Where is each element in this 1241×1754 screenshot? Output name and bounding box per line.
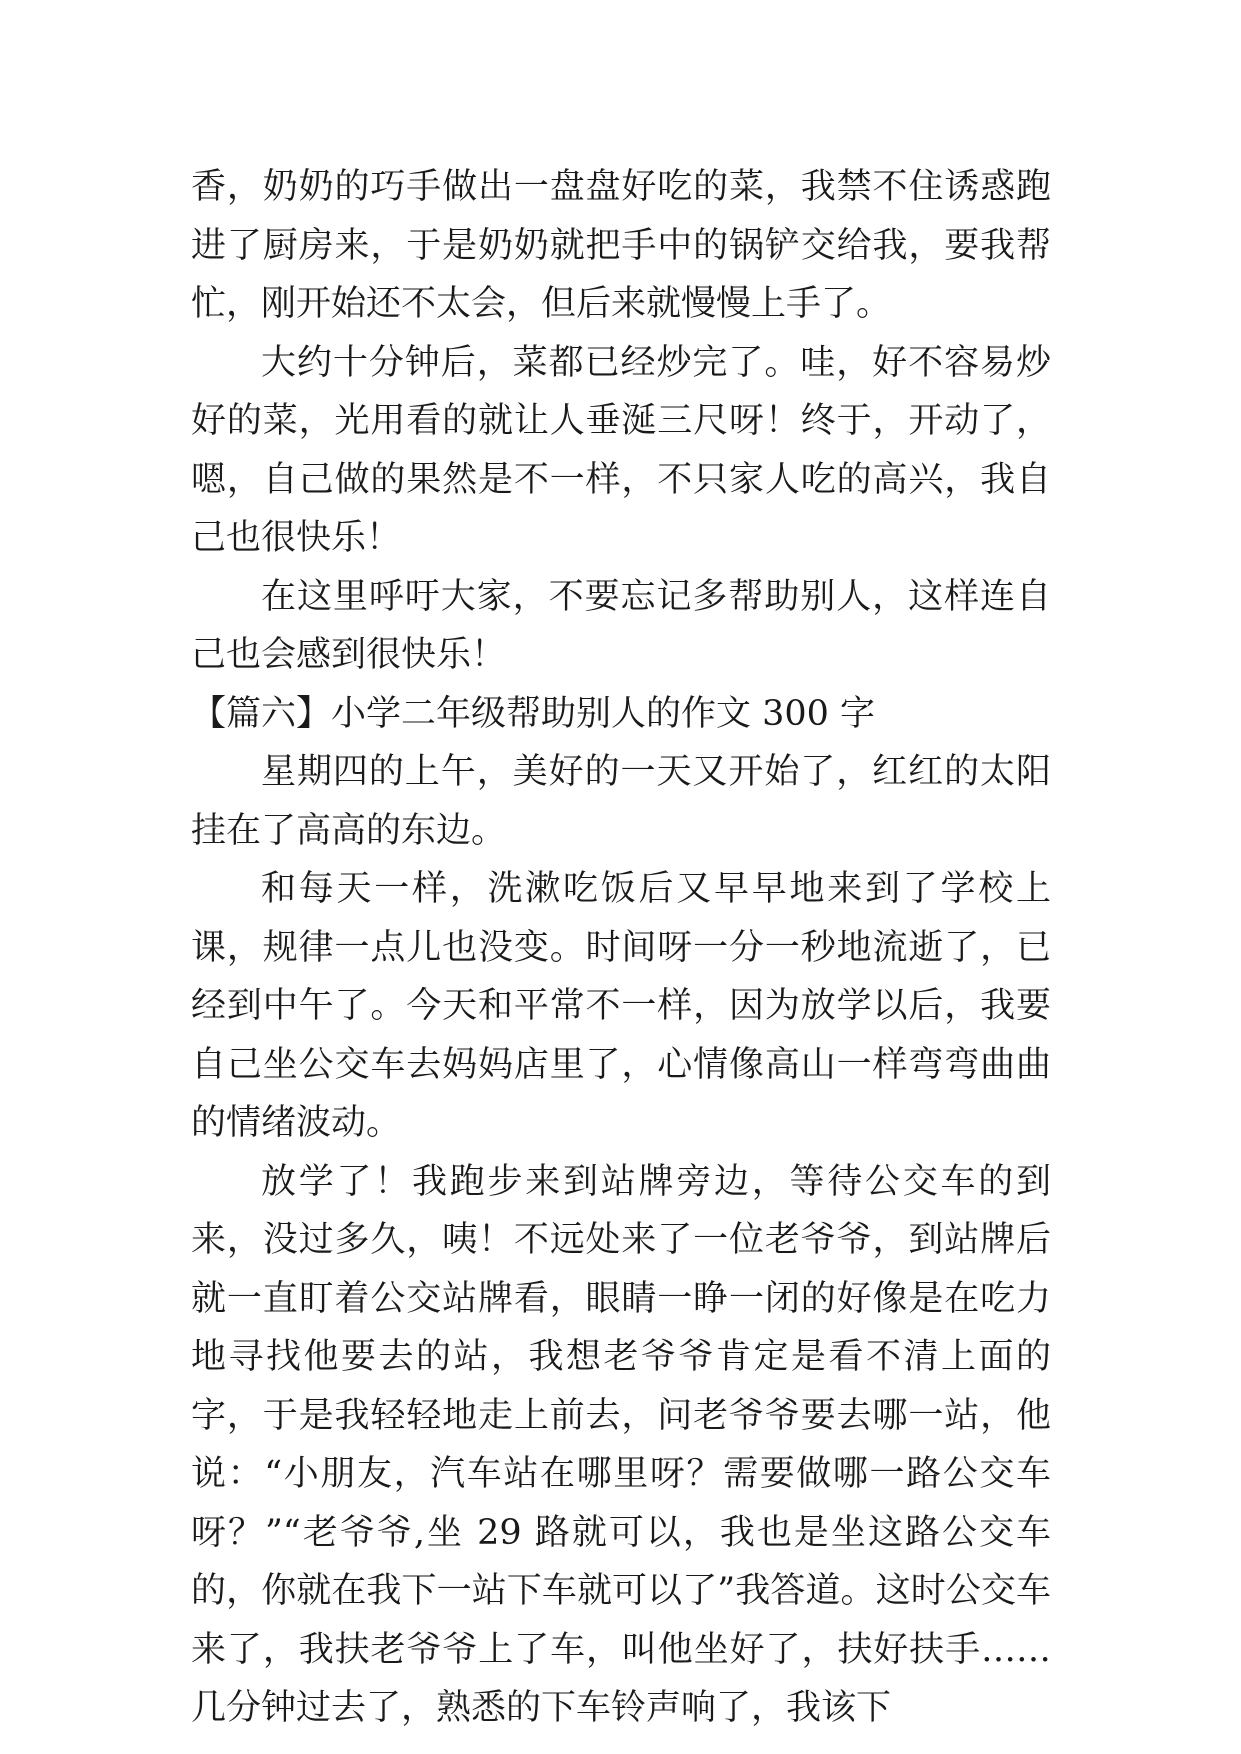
paragraph: 和每天一样，洗漱吃饭后又早早地来到了学校上课，规律一点儿也没变。时间呀一分一秒地流逝了，已经到中午了。今天和平常不一样，因为放学以后，我要自己坐公交车去妈妈店里了，心情像高山一样弯弯曲曲的情绪波动。 (191, 869, 1051, 1143)
paragraph: 放学了！我跑步来到站牌旁边，等待公交车的到来，没过多久，咦！不远处来了一位老爷爷，到站牌后就一直盯着公交站牌看，眼睛一睁一闭的好像是在吃力地寻找他要去的站，我想老爷爷肯定是看不清上面的字，于是我轻轻地走上前去，问老爷爷要去哪一站，他说：“小朋友，汽车站在哪里呀？需要做哪一路公交车呀？”“老爷爷,坐 29 路就可以，我也是坐这路公交车的，你就在我下一站下车就可以了”我答道。这时公交车来了，我扶老爷爷上了车，叫他坐好了，扶好扶手……几分钟过去了，熟悉的下车铃声响了，我该下 (191, 1161, 1051, 1728)
paragraph: 星期四的上午，美好的一天又开始了，红红的太阳挂在了高高的东边。 (191, 752, 1051, 851)
document-body (191, 158, 1051, 1738)
paragraph: 大约十分钟后，菜都已经炒完了。哇，好不容易炒好的菜，光用看的就让人垂涎三尺呀！终于，开动了，嗯，自己做的果然是不一样，不只家人吃的高兴，我自己也很快乐！ (191, 342, 1051, 558)
paragraph: 在这里呼吁大家，不要忘记多帮助别人，这样连自己也会感到很快乐！ (191, 576, 1051, 675)
paragraph-continuation: 香，奶奶的巧手做出一盘盘好吃的菜，我禁不住诱惑跑进了厨房来，于是奶奶就把手中的锅铲交给我，要我帮忙，刚开始还不太会，但后来就慢慢上手了。 (191, 167, 1051, 324)
section-heading: 【篇六】小学二年级帮助别人的作文 300 字 (191, 693, 876, 734)
